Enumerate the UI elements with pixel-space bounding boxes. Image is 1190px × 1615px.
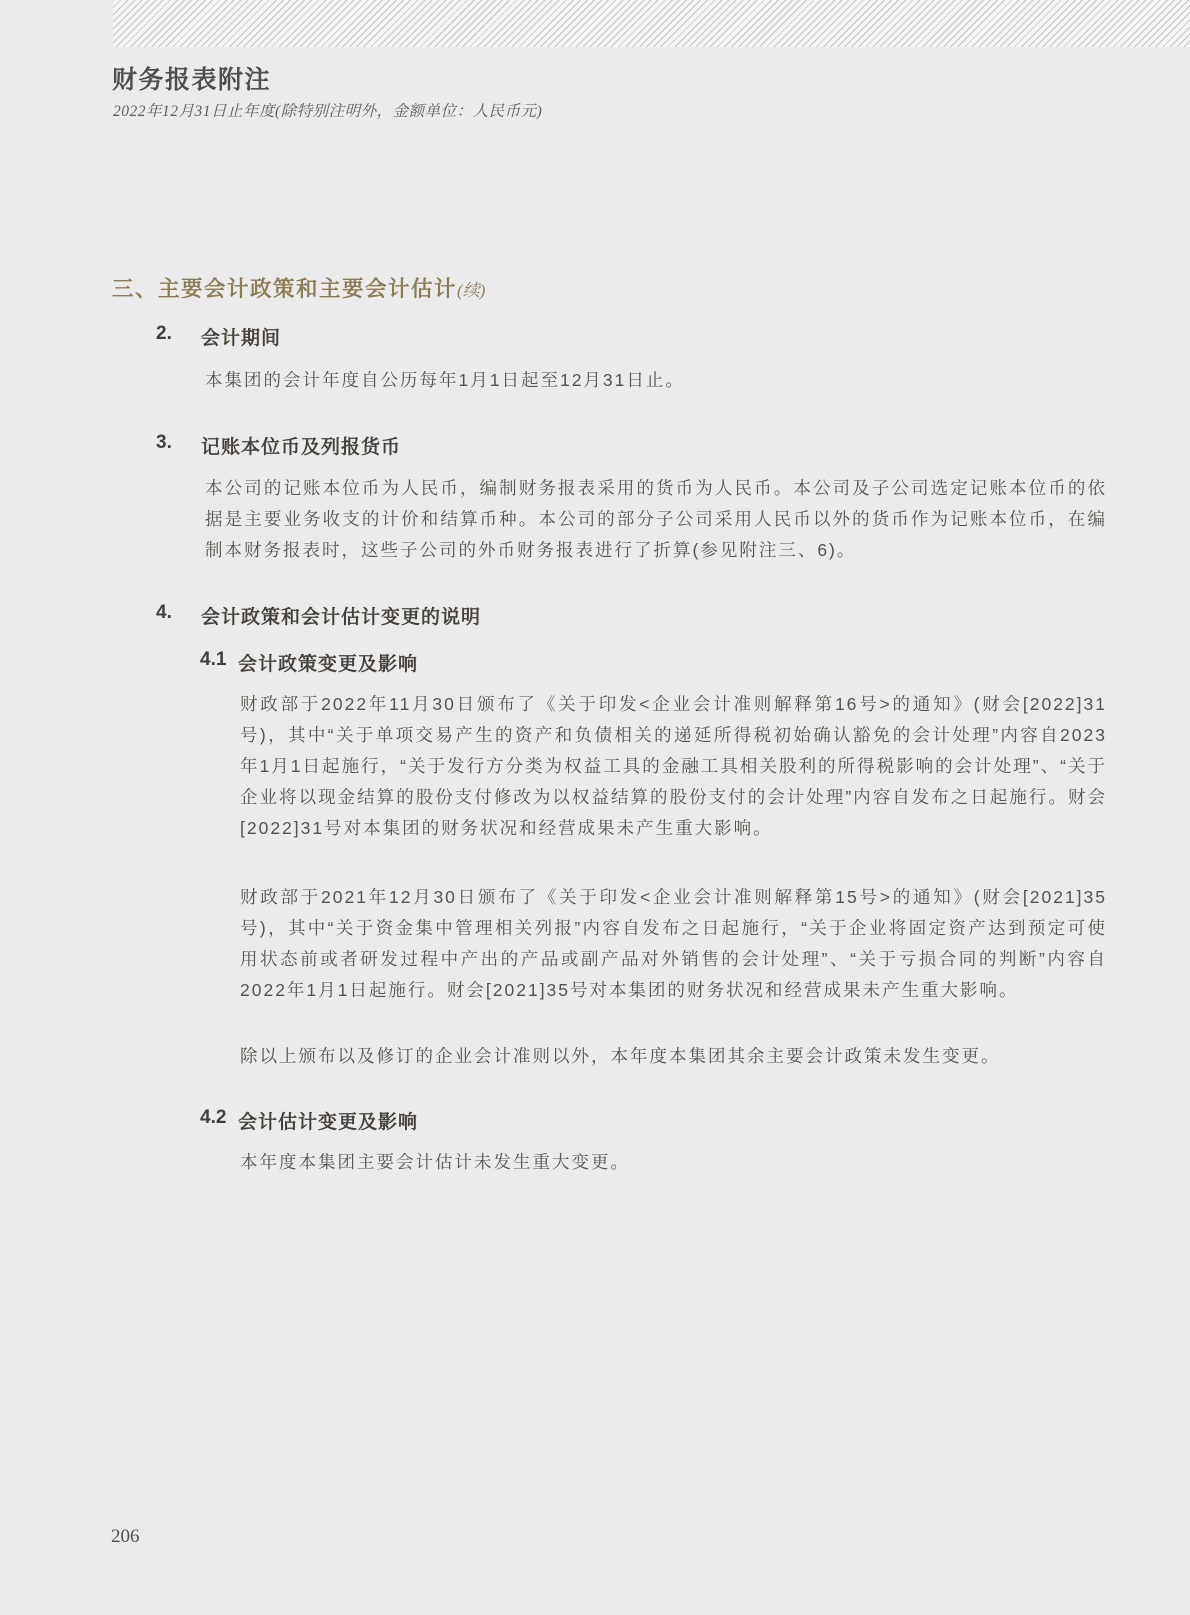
page-number: 206	[111, 1526, 140, 1547]
item-heading-text: 会计政策和会计估计变更的说明	[201, 607, 482, 628]
subitem-heading-text: 会计政策变更及影响	[238, 654, 419, 675]
hatch-band	[113, 0, 1190, 47]
chapter-heading-continued: (续)	[457, 281, 486, 300]
item-number: 4.	[156, 602, 172, 623]
paragraph: 本公司的记账本位币为人民币，编制财务报表采用的货币为人民币。本公司及子公司选定记账本位币的依据是主要业务收支的计价和结算币种。本公司的部分子公司采用人民币以外的货币作为记账本位币，在编制本财务报表时，这些子公司的外币财务报表进行了折算(参见附注三、6)。	[205, 478, 1107, 560]
paragraph: 除以上颁布以及修订的企业会计准则以外，本年度本集团其余主要会计政策未发生变更。	[240, 1046, 1001, 1066]
subitem-number: 4.2	[200, 1107, 227, 1128]
paragraph: 本集团的会计年度自公历每年1月1日起至12月31日止。	[205, 370, 685, 390]
paragraph: 财政部于2022年11月30日颁布了《关于印发<企业会计准则解释第16号>的通知》(财会[2022]31号)，其中“关于单项交易产生的资产和负债相关的递延所得税初始确认豁免的会计处理”内容自2023年1月1日起施行，“关于发行方分类为权益工具的金融工具相关股利的所得税影响的会计处理”、“关于企业将以现金结算的股份支付修改为以权益结算的股份支付的会计处理”内容自发布之日起施行。财会[2022]31号对本集团的财务状况和经营成果未产生重大影响。	[240, 694, 1107, 838]
chapter-heading-text: 三、主要会计政策和主要会计估计	[112, 277, 458, 301]
chapter-heading	[112, 272, 485, 303]
item-heading-text: 记账本位币及列报货币	[201, 437, 402, 458]
item-number: 3.	[156, 432, 172, 453]
item-number: 2.	[156, 323, 172, 344]
subitem-number: 4.1	[200, 649, 227, 670]
page-subtitle: 2022年12月31日止年度(除特别注明外，金额单位：人民币元)	[113, 103, 543, 120]
paragraph: 本年度本集团主要会计估计未发生重大变更。	[240, 1152, 630, 1172]
page-title: 财务报表附注	[112, 67, 272, 94]
paragraph: 财政部于2021年12月30日颁布了《关于印发<企业会计准则解释第15号>的通知》(财会[2021]35号)，其中“关于资金集中管理相关列报”内容自发布之日起施行，“关于企业将固定资产达到预定可使用状态前或者研发过程中产出的产品或副产品对外销售的会计处理”、“关于亏损合同的判断”内容自2022年1月1日起施行。财会[2021]35号对本集团的财务状况和经营成果未产生重大影响。	[240, 887, 1107, 1000]
subitem-heading-text: 会计估计变更及影响	[238, 1112, 419, 1133]
item-heading-text: 会计期间	[201, 328, 282, 349]
